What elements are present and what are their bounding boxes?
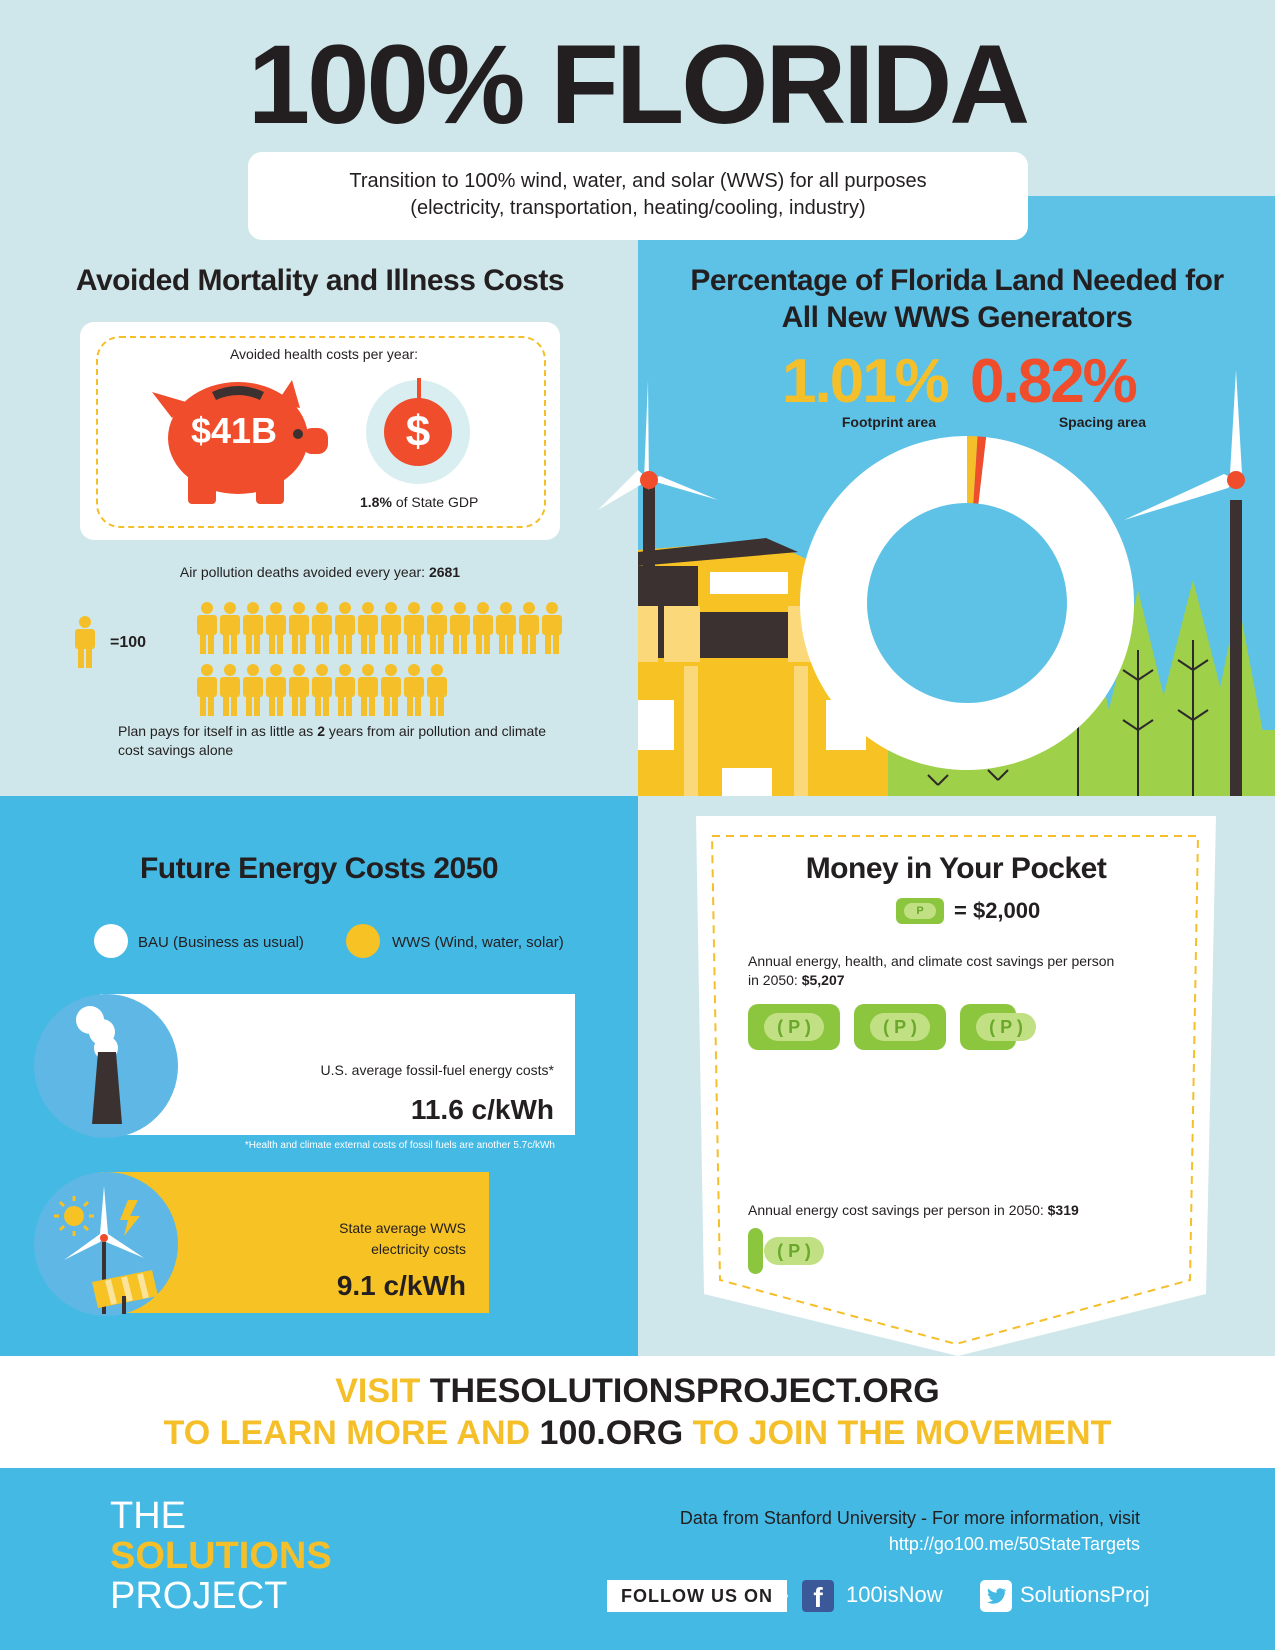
deaths-label: Air pollution deaths avoided every year: bbox=[179, 564, 426, 580]
subtitle-box bbox=[248, 152, 1028, 240]
legend-wws-dot bbox=[346, 924, 380, 958]
spacing-label: Spacing area bbox=[1058, 414, 1146, 430]
person-icon bbox=[403, 602, 425, 654]
legend-bau-dot bbox=[94, 924, 128, 958]
person-icon bbox=[219, 602, 241, 654]
wind-turbine-left-icon bbox=[598, 380, 718, 570]
savings-total-label: Annual energy, health, and climate cost savings per person bbox=[748, 953, 1115, 969]
person-icon bbox=[242, 602, 264, 654]
person-icon bbox=[357, 602, 379, 654]
person-legend-icon bbox=[74, 616, 96, 668]
twitter-icon[interactable] bbox=[980, 1580, 1012, 1612]
deaths-value: 2681 bbox=[428, 564, 461, 580]
twitter-handle[interactable]: SolutionsProj bbox=[1020, 1582, 1150, 1607]
savings-energy-bills bbox=[748, 1228, 1148, 1274]
facebook-handle[interactable]: 100isNow bbox=[846, 1582, 943, 1607]
person-icon bbox=[449, 602, 471, 654]
bau-footnote: *Health and climate external costs of fossil fuels are another 5.7c/kWh bbox=[244, 1140, 555, 1151]
page-title: 100% FLORIDA bbox=[247, 22, 1028, 147]
follow-arrow-icon bbox=[774, 1580, 790, 1612]
subtitle-line-1: Transition to 100% wind, water, and solar (WWS) for all purposes bbox=[349, 170, 927, 192]
money-bill-icon bbox=[748, 1228, 811, 1274]
health-title: Avoided Mortality and Illness Costs bbox=[75, 264, 565, 297]
gdp-text bbox=[360, 494, 500, 510]
wws-label-line1: State average WWS bbox=[339, 1220, 466, 1236]
gdp-value: 1.8% bbox=[360, 494, 392, 510]
bill-legend-letter: P bbox=[904, 903, 936, 919]
money-bill-letter: ( P ) bbox=[976, 1013, 1036, 1041]
person-icon bbox=[242, 664, 264, 716]
person-icon bbox=[472, 602, 494, 654]
money-bill-icon bbox=[854, 1004, 946, 1050]
cta-site-link-1[interactable]: THESOLUTIONSPROJECT.ORG bbox=[429, 1372, 940, 1410]
logo-the: THE bbox=[110, 1495, 186, 1537]
person-icon bbox=[426, 602, 448, 654]
spacing-value: 0.82% bbox=[970, 347, 1136, 416]
person-icon bbox=[196, 664, 218, 716]
health-amount: $41B bbox=[190, 410, 278, 451]
payback-text bbox=[118, 722, 578, 760]
smokestack-icon bbox=[60, 1000, 160, 1124]
legend-bau-label: BAU (Business as usual) bbox=[138, 934, 304, 951]
logo bbox=[110, 1496, 332, 1616]
payback-pre: Plan pays for itself in as little as bbox=[118, 723, 314, 739]
payback-years: 2 bbox=[317, 723, 325, 739]
person-icon bbox=[541, 602, 563, 654]
bill-equals: = $2,000 bbox=[954, 898, 1041, 923]
savings-total-bills bbox=[748, 1004, 1148, 1050]
savings-total-text bbox=[748, 952, 1118, 990]
follow-us bbox=[607, 1580, 787, 1612]
logo-solutions: SOLUTIONS bbox=[110, 1535, 332, 1577]
person-icon bbox=[311, 664, 333, 716]
payback-line2: cost savings alone bbox=[118, 742, 234, 758]
savings-total-label2: in 2050: bbox=[748, 972, 798, 988]
person-icon bbox=[334, 664, 356, 716]
logo-project: PROJECT bbox=[110, 1575, 288, 1617]
cta-line-2 bbox=[0, 1412, 1275, 1454]
land-title-line2: All New WWS Generators bbox=[781, 301, 1133, 334]
deaths-text bbox=[100, 564, 540, 580]
energy-title: Future Energy Costs 2050 bbox=[139, 852, 499, 885]
bau-value: 11.6 c/kWh bbox=[410, 1094, 554, 1125]
person-icon bbox=[334, 602, 356, 654]
money-bill-letter: ( P ) bbox=[870, 1013, 930, 1041]
wws-label bbox=[180, 1218, 466, 1260]
people-grid bbox=[196, 602, 576, 722]
wind-solar-icon bbox=[52, 1186, 168, 1314]
person-icon bbox=[357, 664, 379, 716]
data-source: Data from Stanford University - For more information, visit bbox=[679, 1508, 1140, 1528]
person-icon bbox=[495, 602, 517, 654]
follow-label: FOLLOW US ON bbox=[607, 1580, 787, 1612]
person-icon bbox=[288, 602, 310, 654]
dollar-coin-icon: $ bbox=[384, 398, 452, 466]
person-icon bbox=[426, 664, 448, 716]
person-icon bbox=[518, 602, 540, 654]
savings-energy-value: $319 bbox=[1047, 1202, 1079, 1218]
person-icon bbox=[403, 664, 425, 716]
money-bill-icon bbox=[960, 1004, 1023, 1050]
money-bill-icon bbox=[748, 1004, 840, 1050]
bill-legend-icon bbox=[896, 898, 944, 924]
footprint-value: 1.01% bbox=[782, 347, 948, 416]
footer bbox=[0, 1468, 1275, 1650]
cta-line-1 bbox=[0, 1370, 1275, 1412]
cta-join: TO JOIN THE MOVEMENT bbox=[692, 1414, 1112, 1452]
wws-value: 9.1 c/kWh bbox=[336, 1270, 466, 1301]
person-icon bbox=[380, 664, 402, 716]
wws-label-line2: electricity costs bbox=[371, 1241, 466, 1257]
facebook-icon[interactable]: f bbox=[802, 1580, 834, 1612]
cta-site-link-2[interactable]: 100.ORG bbox=[539, 1414, 684, 1452]
savings-energy-text bbox=[748, 1202, 1148, 1218]
savings-total-value: $5,207 bbox=[801, 972, 845, 988]
payback-post: years from air pollution and climate bbox=[328, 723, 546, 739]
cta-visit: VISIT bbox=[335, 1372, 421, 1410]
money-bill-letter: ( P ) bbox=[764, 1013, 824, 1041]
land-title bbox=[660, 262, 1254, 336]
donut-hole bbox=[867, 503, 1067, 703]
legend-wws-label: WWS (Wind, water, solar) bbox=[392, 934, 564, 951]
data-url-link[interactable]: http://go100.me/50StateTargets bbox=[888, 1534, 1140, 1554]
land-title-line1: Percentage of Florida Land Needed for bbox=[690, 264, 1224, 297]
pocket-title: Money in Your Pocket bbox=[805, 852, 1107, 885]
gdp-label: of State GDP bbox=[395, 494, 479, 510]
health-per-year-label: Avoided health costs per year: bbox=[229, 346, 419, 362]
person-icon bbox=[196, 602, 218, 654]
pocket-shape bbox=[696, 816, 1216, 1356]
footprint-label: Footprint area bbox=[841, 414, 936, 430]
bau-label: U.S. average fossil-fuel energy costs* bbox=[320, 1062, 554, 1078]
cta-banner bbox=[0, 1356, 1275, 1468]
land-donut-chart bbox=[800, 436, 1134, 770]
person-icon bbox=[219, 664, 241, 716]
savings-energy-label: Annual energy cost savings per person in 2050: bbox=[748, 1202, 1044, 1218]
person-legend-label: =100 bbox=[110, 634, 147, 651]
subtitle-line-2: (electricity, transportation, heating/cooling, industry) bbox=[410, 197, 866, 219]
money-bill-letter: ( P ) bbox=[764, 1237, 824, 1265]
person-icon bbox=[311, 602, 333, 654]
person-icon bbox=[265, 602, 287, 654]
person-icon bbox=[265, 664, 287, 716]
person-icon bbox=[380, 602, 402, 654]
person-icon bbox=[288, 664, 310, 716]
cta-learn: TO LEARN MORE AND bbox=[163, 1414, 531, 1452]
